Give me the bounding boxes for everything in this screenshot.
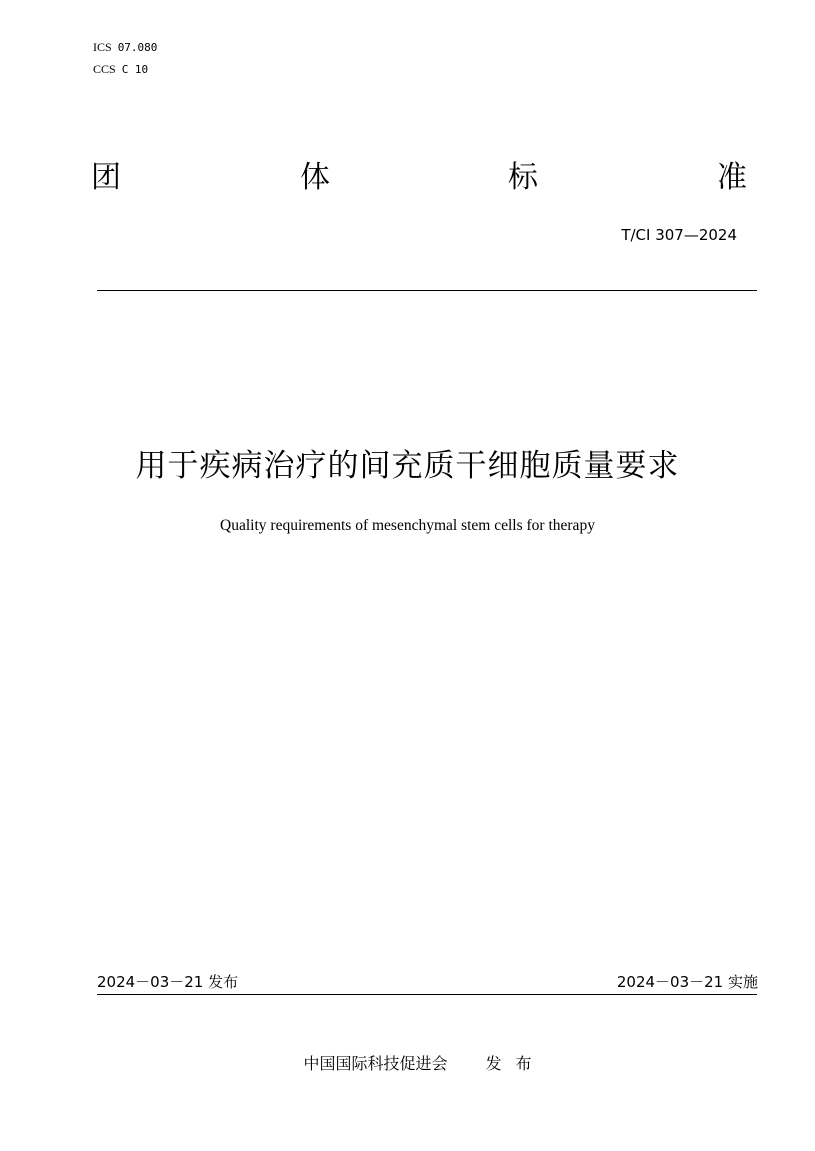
publish-action-char: 布	[515, 1054, 532, 1073]
ics-label: ICS	[93, 40, 112, 54]
standard-type-char: 体	[300, 160, 330, 195]
issue-date: 2024－03－21 发布	[97, 973, 239, 991]
publisher-name: 中国国际科技促进会	[303, 1054, 448, 1073]
publisher-line	[0, 1053, 815, 1075]
ics-value: 07.080	[117, 41, 158, 54]
implementation-date: 2024－03－21 实施	[616, 973, 758, 991]
top-divider	[97, 290, 757, 291]
ccs-label: CCS	[93, 62, 116, 76]
publish-action-char: 发	[485, 1054, 502, 1073]
document-title-english: Quality requirements of mesenchymal stem cells for therapy	[220, 517, 595, 534]
ccs-code	[93, 62, 148, 77]
bottom-divider	[97, 994, 757, 995]
ccs-value: C 10	[121, 63, 149, 76]
standard-type-char: 团	[91, 160, 121, 195]
standard-type-char: 标	[508, 160, 538, 195]
standard-number: T/CI 307—2024	[621, 226, 737, 244]
standard-type-char: 准	[717, 160, 747, 195]
document-title-chinese: 用于疾病治疗的间充质干细胞质量要求	[135, 448, 680, 484]
ics-code	[93, 40, 157, 55]
